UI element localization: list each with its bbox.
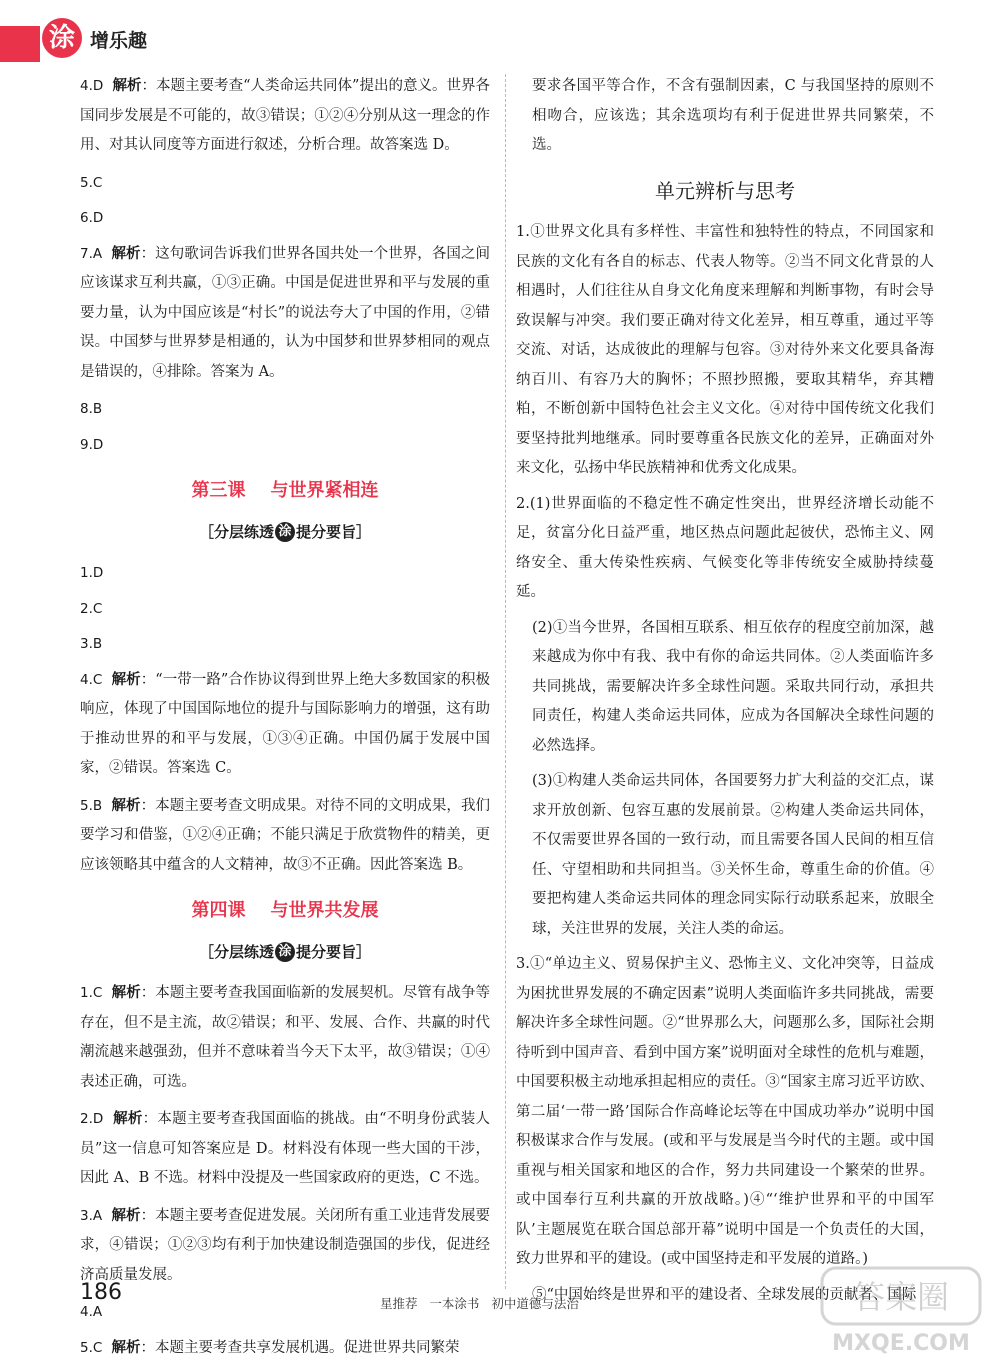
brand-logo-char: 涂 (42, 18, 82, 58)
answer-item: 5.C (80, 174, 103, 191)
header-accent-bar (0, 26, 40, 62)
column-divider (505, 74, 506, 1289)
tu-badge-icon: 涂 (275, 942, 295, 962)
section-subtitle: ［分层练透 涂 提分要旨］ (198, 942, 372, 961)
right-column (516, 72, 934, 1316)
answer-item: 2.C (80, 600, 103, 617)
continued-answer: 要求各国平等合作，不含有强制因素，C 与我国坚持的原则不相吻合，应该选；其余选项均有利于促进世界共同繁荣，不选。 (532, 78, 934, 153)
tu-badge-icon: 涂 (275, 522, 295, 542)
answer-item: 4.A (80, 1304, 103, 1320)
question-1-answer: 1.①世界文化具有多样性、丰富性和独特性的特点，不同国家和民族的文化有各自的标志、代表人物等。②当不同文化背景的人相遇时，人们往往从自身文化角度来理解和判断事物，有时会导致误解与冲突。我们要正确对待文化差异，相互尊重，通过平等交流、对话，达成彼此的理解与包容。③对待外来文化要具备海纳百川、有容乃大的胸怀；不照抄照搬，要取其精华，弃其糟粕，不断创新中国特色社会主义文化。④对待中国传统文化我们要坚持批判地继承。同时要尊重各民族文化的差异，正确面对外来文化，弘扬中华民族精神和优秀文化成果。 (516, 224, 934, 476)
answer-item: 1.C 解析：本题主要考查我国面临新的发展契机。尽管有战争等存在，但不是主流，故②错误；和平、发展、合作、共赢的时代潮流越来越强劲，但并不意味着当今天下太平，故③错误；①④表述正确，可选。 (80, 985, 490, 1090)
answer-item: 3.B (80, 636, 103, 652)
section-subtitle: ［分层练透 涂 提分要旨］ (198, 522, 372, 541)
question-2-3-answer: (3)①构建人类命运共同体，各国要努力扩大利益的交汇点，谋求开放创新、包容互惠的发展前景。②构建人类命运共同体，不仅需要世界各国的一致行动，而且需要各国人民间的相互信任、守望相助和共同担当。③关怀生命，尊重生命的价值。④要把构建人类命运共同体的理念同实际行动联系起来，放眼全球，关注世界的发展，关注人类的命运。 (532, 773, 934, 937)
answer-item: 8.B (80, 401, 103, 417)
brand-name: 增乐趣 (90, 30, 148, 52)
answer-item: 7.A 解析：这句歌词告诉我们世界各国共处一个世界，各国之间应该谋求互利共赢，①③正确。中国是促进世界和平与发展的重要力量，认为中国应该是“村长”的说法夸大了中国的作用，②错误。中国梦与世界梦是相通的，认为中国梦和世界梦相同的观点是错误的，④排除。答案为 A。 (80, 245, 491, 380)
answer-item: 6.D (80, 210, 104, 226)
question-2-2-answer: (2)①当今世界，各国相互联系、相互依存的程度空前加深，越来越成为你中有我、我中有你的命运共同体。②人类面临许多共同挑战，需要解决许多全球性问题。采取共同行动，承担共同责任，构建人类命运共同体，应成为各国解决全球性问题的必然选择。 (532, 619, 934, 754)
page-number: 186 (80, 1280, 122, 1305)
answer-item: 3.A 解析：本题主要考查促进发展。关闭所有重工业违背发展要求，④错误；①②③均有利于加快建设制造强国的步伐，促进经济高质量发展。 (80, 1207, 491, 1283)
answer-item: 2.D 解析：本题主要考查我国面临的挑战。由“不明身份武装人员”这一信息可知答案应是 D。材料没有体现一些大国的干涉，因此 A、B 不选。材料中没提及一些国家政府的更迭，C 不选。 (80, 1111, 490, 1186)
answer-item: 4.C 解析：“一带一路”合作协议得到世界上绝大多数国家的积极响应，体现了中国国际地位的提升与国际影响力的增强，这有助于推动世界的和平与发展，①③④正确。中国仍属于发展中国家，②错误。答案选 C。 (80, 671, 491, 776)
watermark-logo (816, 1262, 986, 1358)
lesson-title: 第三课 与世界紧相连 (191, 480, 379, 501)
answer-item: 1.D (80, 565, 104, 581)
watermark-bottom-text: MXQE.COM (832, 1331, 970, 1356)
answer-item: 9.D (80, 436, 104, 453)
left-column (80, 72, 490, 1371)
answer-item: 5.C 解析：本题主要考查共享发展机遇。促进世界共同繁荣 (80, 1339, 460, 1356)
footer-series-text: 星推荐 一本涂书 初中道德与法治 (380, 1296, 579, 1311)
watermark-top-text: 答案圈 (852, 1278, 950, 1316)
answer-item: 4.D 解析：本题主要考查“人类命运共同体”提出的意义。世界各国同步发展是不可能的，故③错误；①②④分别从这一理念的作用、对其认同度等方面进行叙述，分析合理。故答案选 D。 (80, 78, 491, 153)
unit-title: 单元辨析与思考 (655, 178, 795, 203)
question-2-1-answer: 2.(1)世界面临的不稳定性不确定性突出，世界经济增长动能不足，贫富分化日益严重，地区热点问题此起彼伏，恐怖主义、网络安全、重大传染性疾病、气候变化等非传统安全威胁持续蔓延。 (516, 495, 934, 600)
question-3-tail: ⑤“中国始终是世界和平的建设者、全球发展的贡献者、国际 (532, 1286, 917, 1303)
question-3-answer: 3.①“单边主义、贸易保护主义、恐怖主义、文化冲突等，日益成为困扰世界发展的不确定因素”说明人类面临许多共同挑战，需要解决许多全球性问题。②“世界那么大，问题那么多，国际社会期待听到中国声音、看到中国方案”说明面对全球性的危机与难题，中国要积极主动地承担起相应的责任。③“国家主席习近平访欧、第二届‘一带一路’国际合作高峰论坛等在中国成功举办”说明中国积极谋求合作与发展。(或和平与发展是当今时代的主题。或中国重视与相关国家和地区的合作，努力共同建设一个繁荣的世界。或中国奉行互利共赢的开放战略。)④“‘维护世界和平的中国军队’主题展览在联合国总部开幕”说明中国是一个负责任的大国，致力世界和平的建设。(或中国坚持走和平发展的道路。) (516, 956, 934, 1267)
answer-item: 5.B 解析：本题主要考查文明成果。对待不同的文明成果，我们要学习和借鉴，①②④正确；不能只满足于欣赏物件的精美，更应该领略其中蕴含的人文精神，故③不正确。因此答案选 B。 (80, 797, 491, 873)
lesson-title: 第四课 与世界共发展 (191, 900, 379, 921)
